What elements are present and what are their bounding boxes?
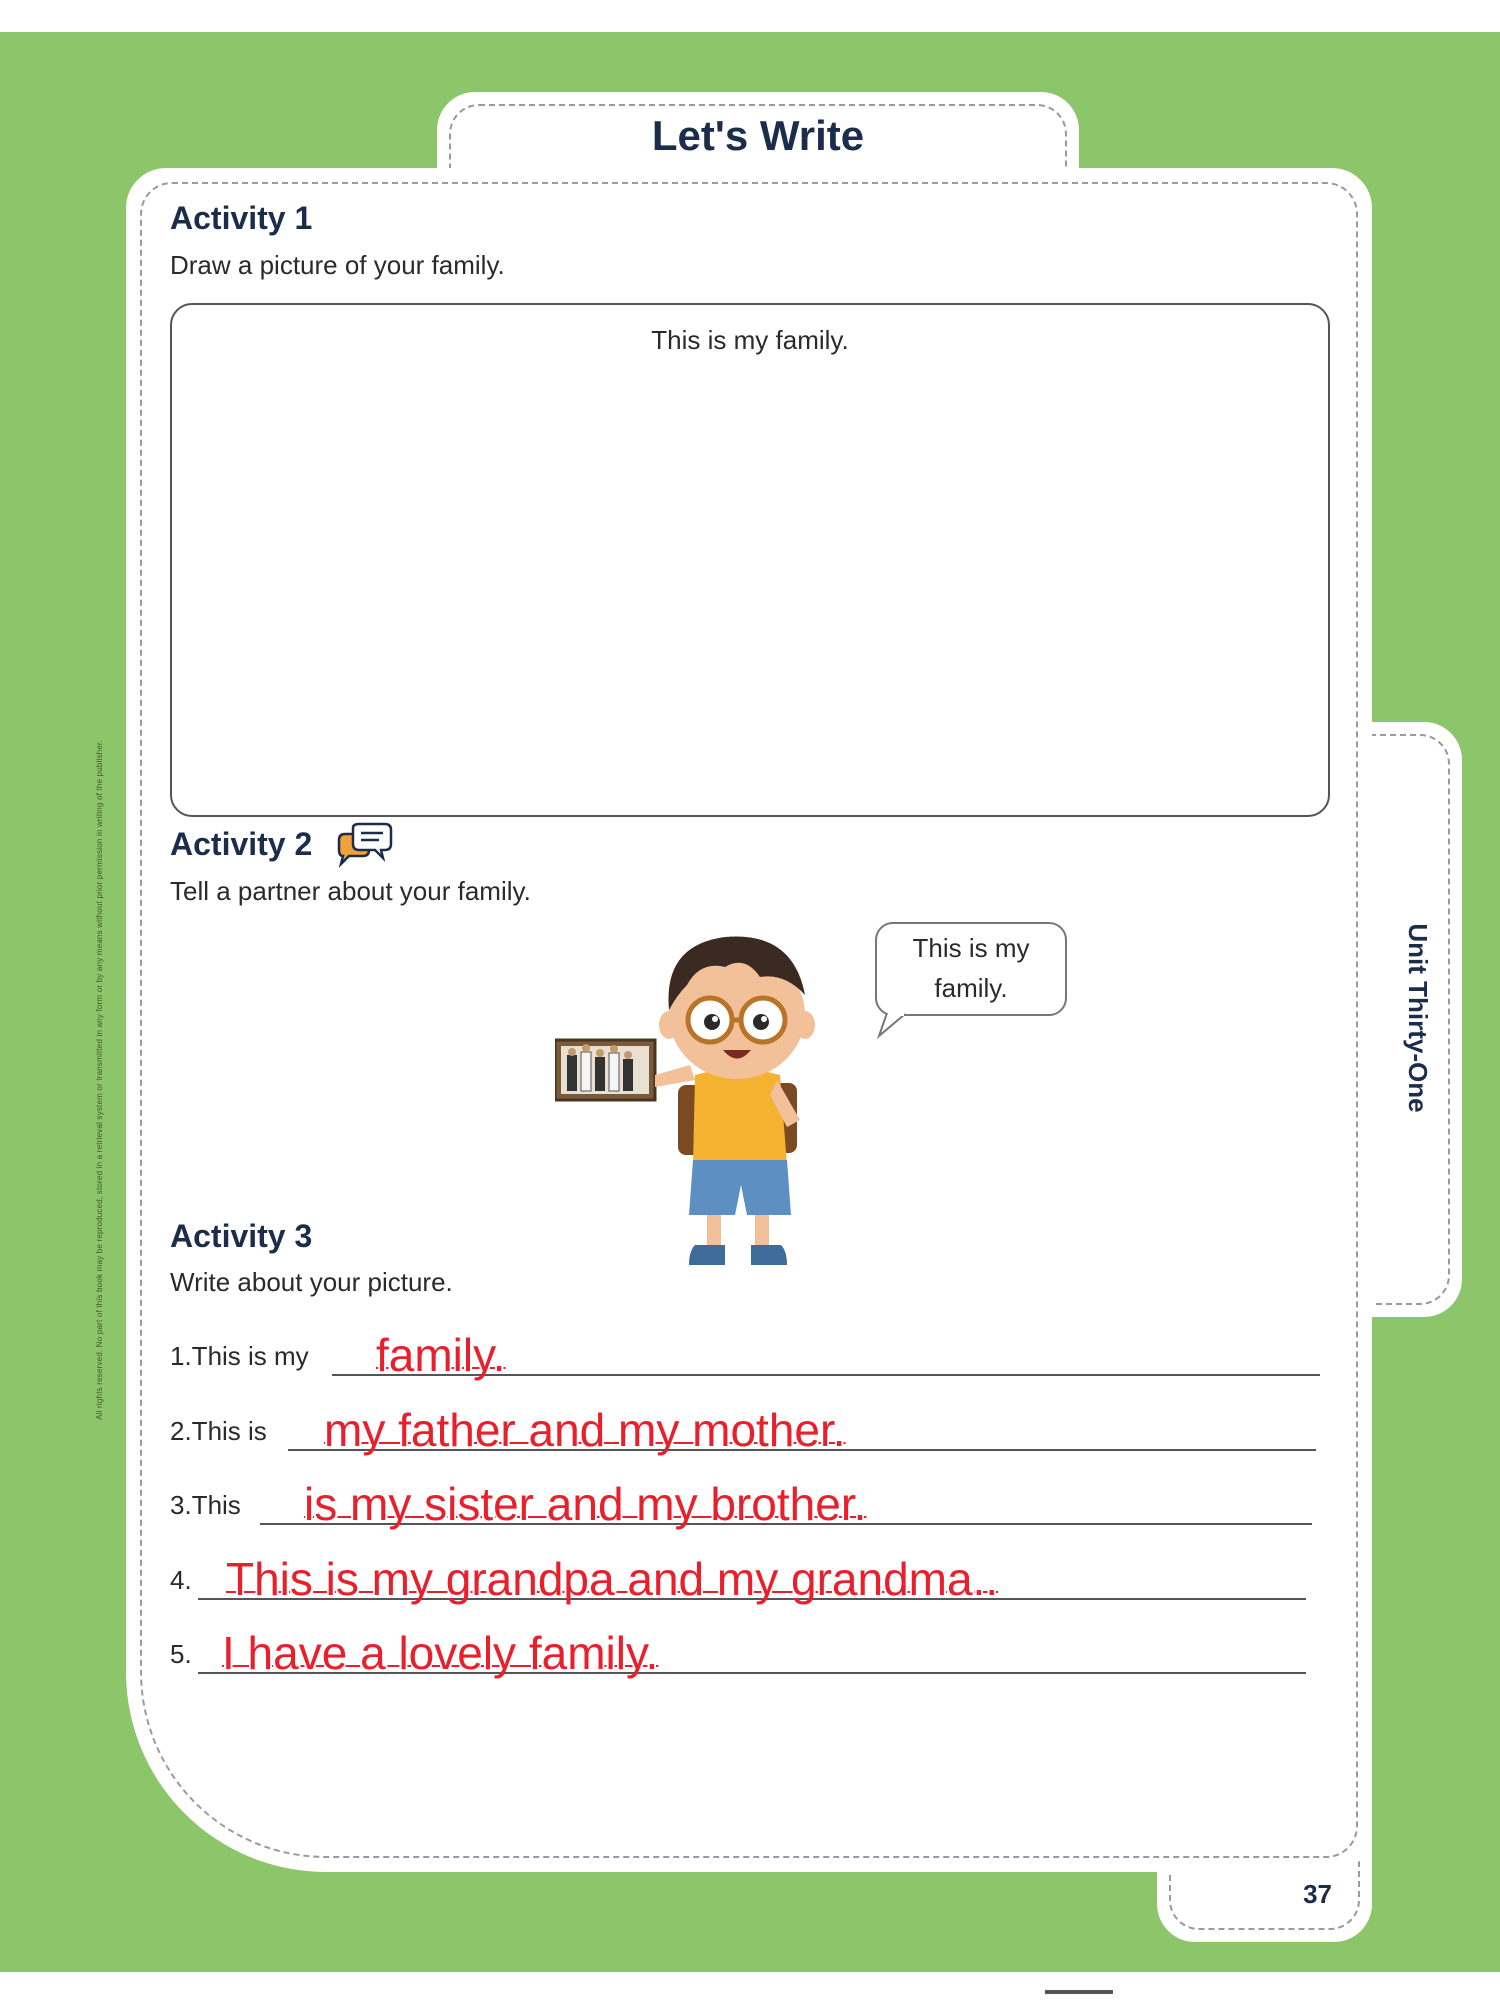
activity2-instruction: Tell a partner about your family. [170, 876, 531, 906]
page-title: Let's Write [651, 112, 865, 159]
activity3-heading: Activity 3 [170, 1218, 313, 1254]
chat-icon [335, 822, 395, 868]
activity1-heading: Activity 1 [170, 200, 313, 236]
activity3-instruction: Write about your picture. [170, 1267, 453, 1297]
writing-line-prompt: 5. [170, 1639, 192, 1669]
speech-bubble-tail [875, 1000, 915, 1040]
activity2-heading: Activity 2 [170, 826, 313, 862]
writing-line[interactable] [170, 1393, 1316, 1456]
page-number: 37 [1303, 1879, 1332, 1909]
family-photo-icon [555, 1040, 655, 1100]
unit-label: Unit Thirty-One [1403, 923, 1433, 1113]
drawing-box[interactable] [170, 303, 1330, 817]
copyright-notice: All rights reserved. No part of this book may be reproduced, stored in a retrieval system or transmitted in any form or by any means without prior permission in writing of the publisher. [95, 740, 104, 1420]
writing-line-prompt: 2.This is [170, 1416, 267, 1446]
bottom-marker [1045, 1990, 1113, 1994]
writing-line-answer: This is my grandpa and my grandma.. [226, 1553, 999, 1605]
writing-line[interactable] [170, 1542, 1306, 1605]
activity1-instruction: Draw a picture of your family. [170, 250, 505, 280]
writing-line-prompt: 3.This [170, 1490, 241, 1520]
writing-line-answer: my father and my mother. [324, 1404, 846, 1456]
writing-line-prompt: 1.This is my [170, 1341, 309, 1371]
boy-with-photo-illustration [555, 915, 825, 1267]
writing-line[interactable] [170, 1616, 1306, 1679]
writing-line[interactable] [170, 1467, 1312, 1530]
speech-bubble-line1: This is my [912, 933, 1030, 963]
writing-line[interactable] [170, 1318, 1320, 1381]
writing-line-answer: is my sister and my brother. [304, 1478, 867, 1530]
speech-bubble-line2: family. [934, 973, 1008, 1003]
writing-line-prompt: 4. [170, 1565, 192, 1595]
drawing-box-caption: This is my family. [651, 325, 849, 355]
writing-line-answer: family. [376, 1329, 506, 1381]
writing-line-answer: I have a lovely family. [222, 1627, 659, 1679]
